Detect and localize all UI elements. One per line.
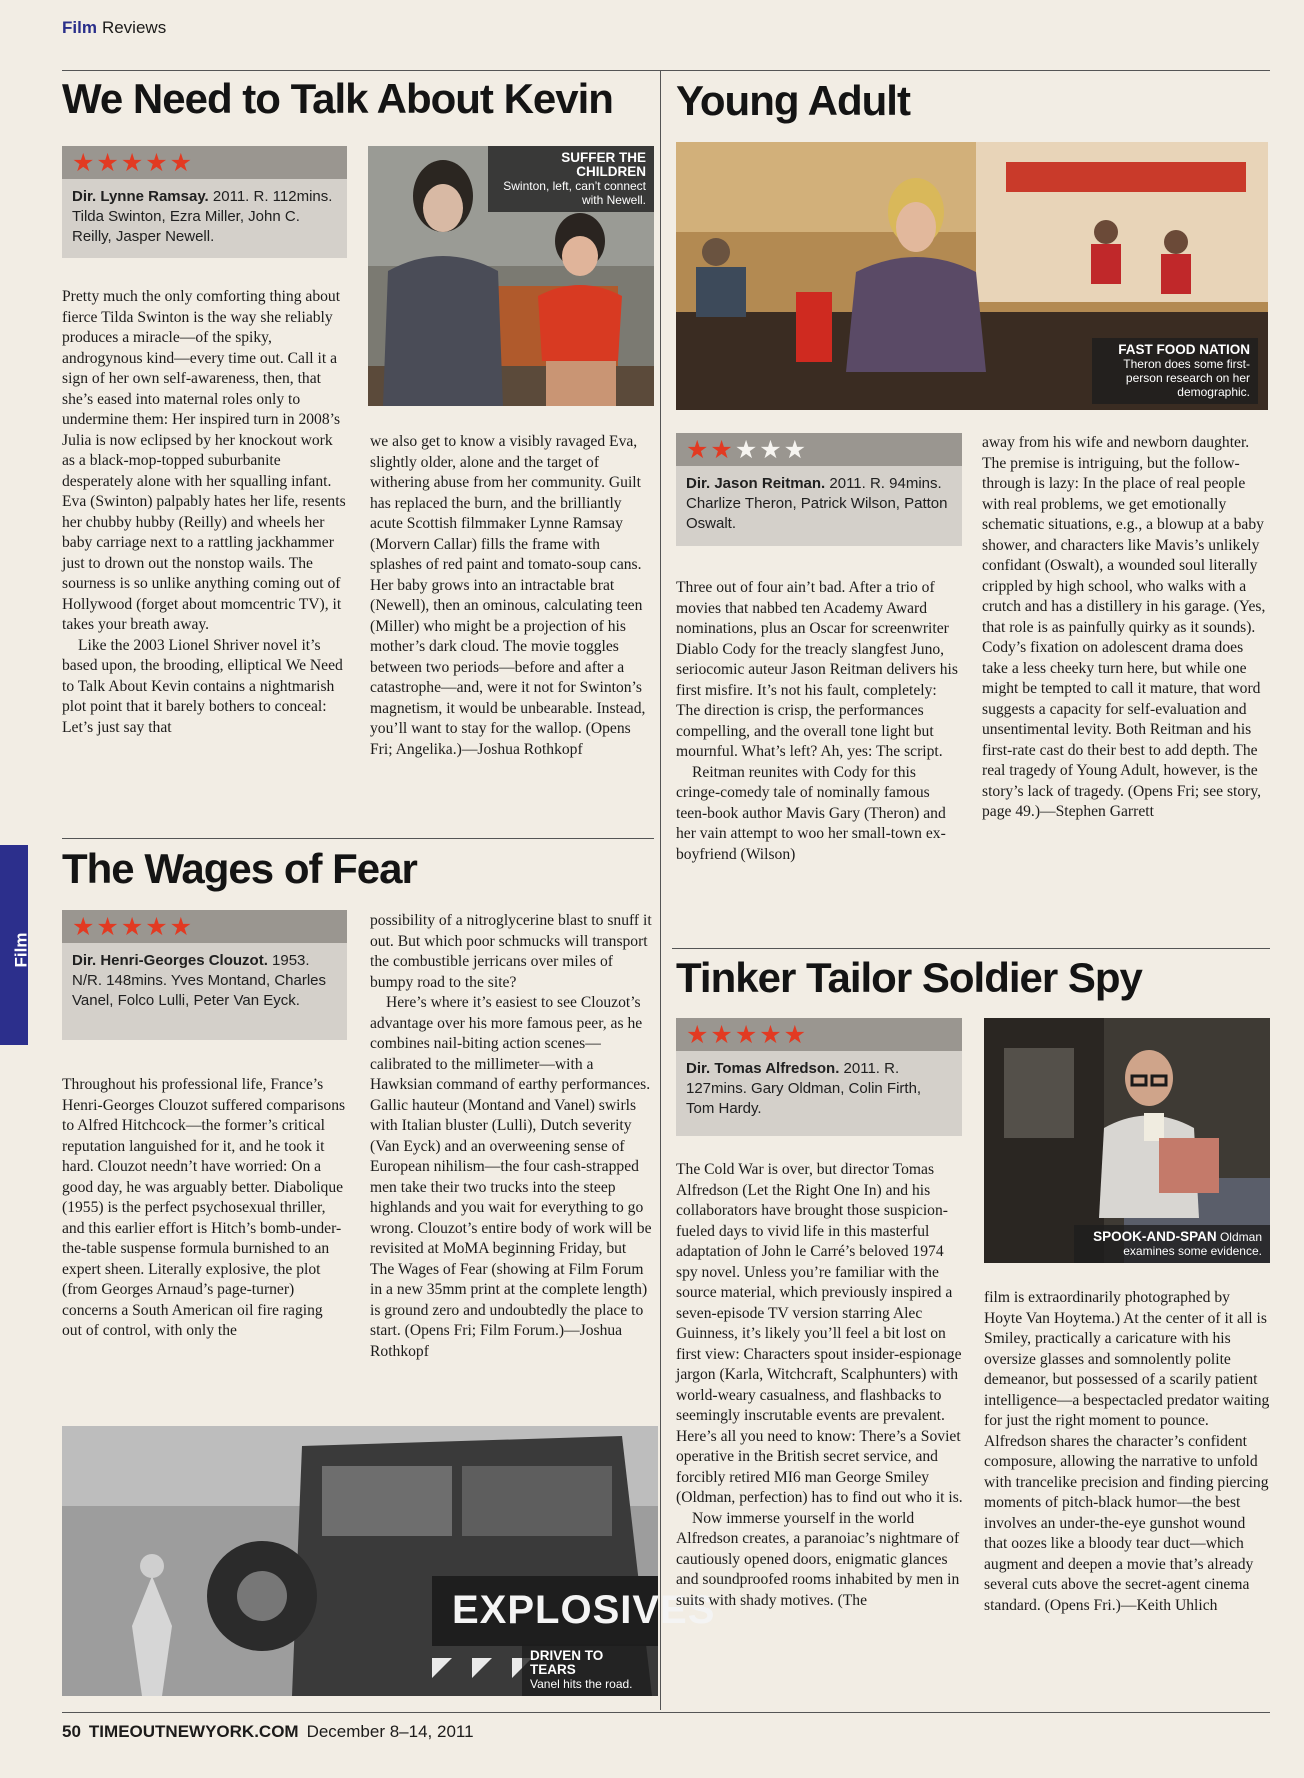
- young-adult-paragraph: Reitman reunites with Cody for this cringe-comedy tale of nominally famous teen-book author Mavis Gary (Theron) and her vain attempt to woo her small-town ex-boyfriend (Wilson): [676, 763, 946, 863]
- section-sublabel: Reviews: [101, 18, 167, 37]
- kevin-paragraph: Like the 2003 Lionel Shriver novel it’s based upon, the brooding, elliptical We Need to Talk About Kevin contains a nightmarish plot point that it barely bothers to conceal: Let’s just say that: [62, 636, 343, 736]
- wages-paragraph: possibility of a nitroglycerine blast to snuff it out. But which poor schmucks will transport the combustible jerricans over miles of bumpy road to the site?: [370, 912, 652, 991]
- page-footer: [62, 1722, 474, 1742]
- wages-title: The Wages of Fear: [62, 845, 417, 892]
- side-tab-label: Film: [11, 932, 31, 968]
- side-tab: [0, 845, 31, 1045]
- wages-photo-caption: [522, 1644, 658, 1696]
- tinker-infobox: [676, 1018, 962, 1136]
- tinker-credits: 2011. R. 127mins. Gary Oldman, Colin Firth, Tom Hardy.: [686, 1060, 922, 1117]
- young-adult-column-1: [676, 578, 960, 913]
- kevin-paragraph: Pretty much the only comforting thing about fierce Tilda Swinton is the way she reliably produces a miracle—of the spiky, androgynous kind—every time out. Call it a sign of her own self-awareness, then, that she’s eased into maternal roles only to undermine them: Her inspired turn in 2008’s Julia is now eclipsed by her knockout work as a black-mop-topped suburbanite desperately alone with her squalling infant. Eva (Swinton) palpably hates her life, resents her chubby hubby (Reilly) and wheels her baby carriage next to a rattling jackhammer just to drown out the nonstop wails. The sourness is so unlike anything coming out of Hollywood (forget about momcentric TV), it takes your breath away.: [62, 288, 346, 633]
- kevin-photo-caption: [488, 146, 654, 212]
- kevin-paragraph: we also get to know a visibly ravaged Eva, slightly older, alone and the target of withering abuse from her community. Guilt has replaced the burn, and the brilliantly acute Scottish filmmaker Lynne Ramsay (Morvern Callar) fills the frame with splashes of red paint and tomato-soup cans. Her baby grows into an intractable brat (Newell), then an ominous, calculating teen (Miller) who might be a projection of his mother’s dark cloud. The movie toggles between two periods—before and after a catastrophe—and, were it not for Swinton’s magnetism, it would be unbearable. Instead, you’ll want to stay for the wallop. (Opens Fri; Angelika.)—Joshua Rothkopf: [370, 433, 646, 758]
- kevin-infobox: [62, 146, 347, 258]
- tinker-paragraph: Now immerse yourself in the world Alfredson creates, a paranoiac’s nightmare of cautiously opened doors, enigmatic glances and soundproofed rooms inhabited by men in suits with shady motives. (The: [676, 1509, 960, 1609]
- wages-paragraph: Throughout his professional life, France’s Henri-Georges Clouzot suffered comparisons to Alfred Hitchcock—the former’s critical reputation languished for it, and he took it hard. Clouzot needn’t have worried: On a good day, he was arguably better. Diabolique (1955) is the perfect psychosexual thriller, and this earlier effort is Hitch’s bomb-under-the-table suspense formula burnished to an expert sheen. Literally explosive, the plot (from Georges Arnaud’s page-turner) concerns a South American oil fire raging out of control, with only the: [62, 1076, 346, 1339]
- wages-credits: 1953. N/R. 148mins. Yves Montand, Charles Vanel, Folco Lulli, Peter Van Eyck.: [72, 952, 327, 1009]
- young-adult-credits: 2011. R. 94mins. Charlize Theron, Patrick Wilson, Patton Oswalt.: [686, 475, 948, 532]
- section-header: [62, 18, 166, 38]
- kevin-rating: ★★★★★: [62, 146, 347, 179]
- wages-photo: [62, 1426, 716, 1696]
- young-adult-column-2: [982, 433, 1268, 913]
- wages-paragraph: Here’s where it’s easiest to see Clouzot’s advantage over his more famous peer, as he combines nail-biting action scenes—calibrated to the millimeter—with a Hawksian command of earthy performances. Gallic hauteur (Montand and Vanel) swirls with Italian bluster (Lulli), Dutch severity (Van Eyck) and an overweening sense of European nihilism—the four cash-strapped men take their two trucks into the steep highlands and you wait for everything to go wrong. Clouzot’s entire body of work will be revisited at MoMA beginning Friday, but The Wages of Fear (showing at Film Forum in a new 35mm print at the complete length) is ground zero and undoubtedly the place to start. (Opens Fri; Film Forum.)—Joshua Rothkopf: [370, 994, 652, 1360]
- young-adult-paragraph: away from his wife and newborn daughter. The premise is intriguing, but the follow-through is lazy: In the place of real people with real problems, we get emotionally schematic situations, e.g., a blowup at a baby shower, and characters like Mavis’s unlikely confidant (Oswalt), a wounded soul literally crippled by high school, who walks with a crutch and has a distillery in his garage. (Yes, that role is as painfully quirky as it sounds). Cody’s fixation on adolescent drama does take a less cheeky turn here, but while one might be tempted to call it mature, that word suggests a capacity for self-evaluation and unsentimental levity. Both Reitman and his first-rate cast do their best to add depth. The real tragedy of Young Adult, however, is the story’s lack of tragedy. (Opens Fri; see story, page 49.)—Stephen Garrett: [982, 434, 1266, 820]
- tinker-director: Dir. Tomas Alfredson.: [686, 1060, 840, 1077]
- footer-site: TIMEOUTNEWYORK.COM: [88, 1722, 299, 1741]
- young-adult-title: Young Adult: [676, 77, 910, 124]
- kevin-column-2: [370, 432, 654, 812]
- column-divider: [660, 70, 661, 1710]
- wages-caption-text: Vanel hits the road.: [530, 1677, 633, 1691]
- kevin-column-1: [62, 287, 346, 807]
- young-adult-photo-caption: [1092, 338, 1258, 404]
- young-adult-infobox: [676, 433, 962, 546]
- tinker-caption-text: Oldman examines some evidence.: [1123, 1230, 1262, 1258]
- tinker-column-2: [984, 1288, 1270, 1710]
- wages-director: Dir. Henri-Georges Clouzot.: [72, 952, 268, 969]
- tinker-paragraph: The Cold War is over, but director Tomas Alfredson (Let the Right One In) and his collaborators have brought those suspicion-fueled days to vivid life in this masterful adaptation of John le Carré’s beloved 1974 spy novel. Unless you’re familiar with the source material, which previously inspired a seven-episode TV version starring Alec Guinness, it’s likely you’ll feel a bit lost on first view: Characters spout insider-espionage jargon (Karla, Witchcraft, Scalphunters) with world-weary casualness, and flashbacks to seemingly inscrutable events are prevalent. Here’s all you need to know: There’s a Soviet operative in the British secret service, and forcibly retired MI6 man George Smiley (Oldman, perfection) has to find out who it is.: [676, 1161, 963, 1506]
- tinker-photo-caption: [1074, 1225, 1270, 1263]
- tinker-title: Tinker Tailor Soldier Spy: [676, 954, 1142, 1001]
- tinker-photo: [984, 1018, 1270, 1263]
- kevin-title: We Need to Talk About Kevin: [62, 75, 613, 122]
- tinker-caption-title: SPOOK-AND-SPAN: [1093, 1229, 1217, 1244]
- tinker-paragraph: film is extraordinarily photographed by Hoyte Van Hoytema.) At the center of it all is Smiley, practically a caricature with his oversize glasses and somnolently polite demeanor, but possessed of a scarily patient intelligence—a bespectacled predator waiting for just the right moment to pounce. Alfredson shares the character’s confident composure, allowing the narrative to unfold with trancelike precision and finding piercing moments of pitch-black humor—the best involves an under-the-eye gunshot wound that oozes like a bloody tear duct—which augment and deepen a movie that’s already several cuts above the secret-agent cinema standard. (Opens Fri.)—Keith Uhlich: [984, 1289, 1270, 1614]
- kevin-photo: [368, 146, 654, 406]
- bottom-rule: [62, 1712, 1270, 1713]
- wages-column-1: [62, 1075, 346, 1415]
- explosives-sign: EXPLOSIVES: [452, 1588, 716, 1632]
- young-adult-director: Dir. Jason Reitman.: [686, 475, 826, 492]
- kevin-caption-title: SUFFER THE CHILDREN: [561, 150, 646, 179]
- wages-infobox: [62, 910, 347, 1040]
- tinker-rating: ★★★★★: [676, 1018, 962, 1051]
- kevin-director: Dir. Lynne Ramsay.: [72, 188, 209, 205]
- wages-meta: [62, 943, 347, 1019]
- footer-date: December 8–14, 2011: [306, 1722, 474, 1741]
- young-adult-photo: [676, 142, 1268, 410]
- young-adult-paragraph: Three out of four ain’t bad. After a trio of movies that nabbed ten Academy Award nominations, plus an Oscar for screenwriter Diablo Cody for the treacly slangfest Juno, seriocomic auteur Jason Reitman delivers his first misfire. It’s not his fault, completely: The direction is crisp, the performances compelling, and the overall tone light but mournful. What’s left? Ah, yes: The script.: [676, 579, 958, 760]
- wages-caption-title: DRIVEN TO TEARS: [530, 1648, 604, 1677]
- wages-column-2: [370, 911, 654, 1416]
- section-label: Film: [62, 18, 97, 37]
- page-number: 50: [62, 1722, 81, 1741]
- young-adult-rating: ★★ ★★★: [676, 433, 962, 466]
- wages-rating: ★★★★★: [62, 910, 347, 943]
- kevin-caption-text: Swinton, left, can’t connect with Newell.: [503, 179, 646, 207]
- kevin-credits: 2011. R. 112mins. Tilda Swinton, Ezra Miller, John C. Reilly, Jasper Newell.: [72, 188, 333, 245]
- kevin-wages-rule: [62, 838, 654, 839]
- young-adult-caption-title: FAST FOOD NATION: [1118, 342, 1250, 357]
- tinker-meta: [676, 1051, 962, 1127]
- tinker-column-1: [676, 1160, 964, 1710]
- top-rule: [62, 70, 1270, 71]
- young-adult-caption-text: Theron does some first-person research on her demographic.: [1123, 357, 1250, 399]
- young-adult-meta: [676, 466, 962, 542]
- ya-tinker-rule: [672, 948, 1270, 949]
- kevin-meta: [62, 179, 347, 255]
